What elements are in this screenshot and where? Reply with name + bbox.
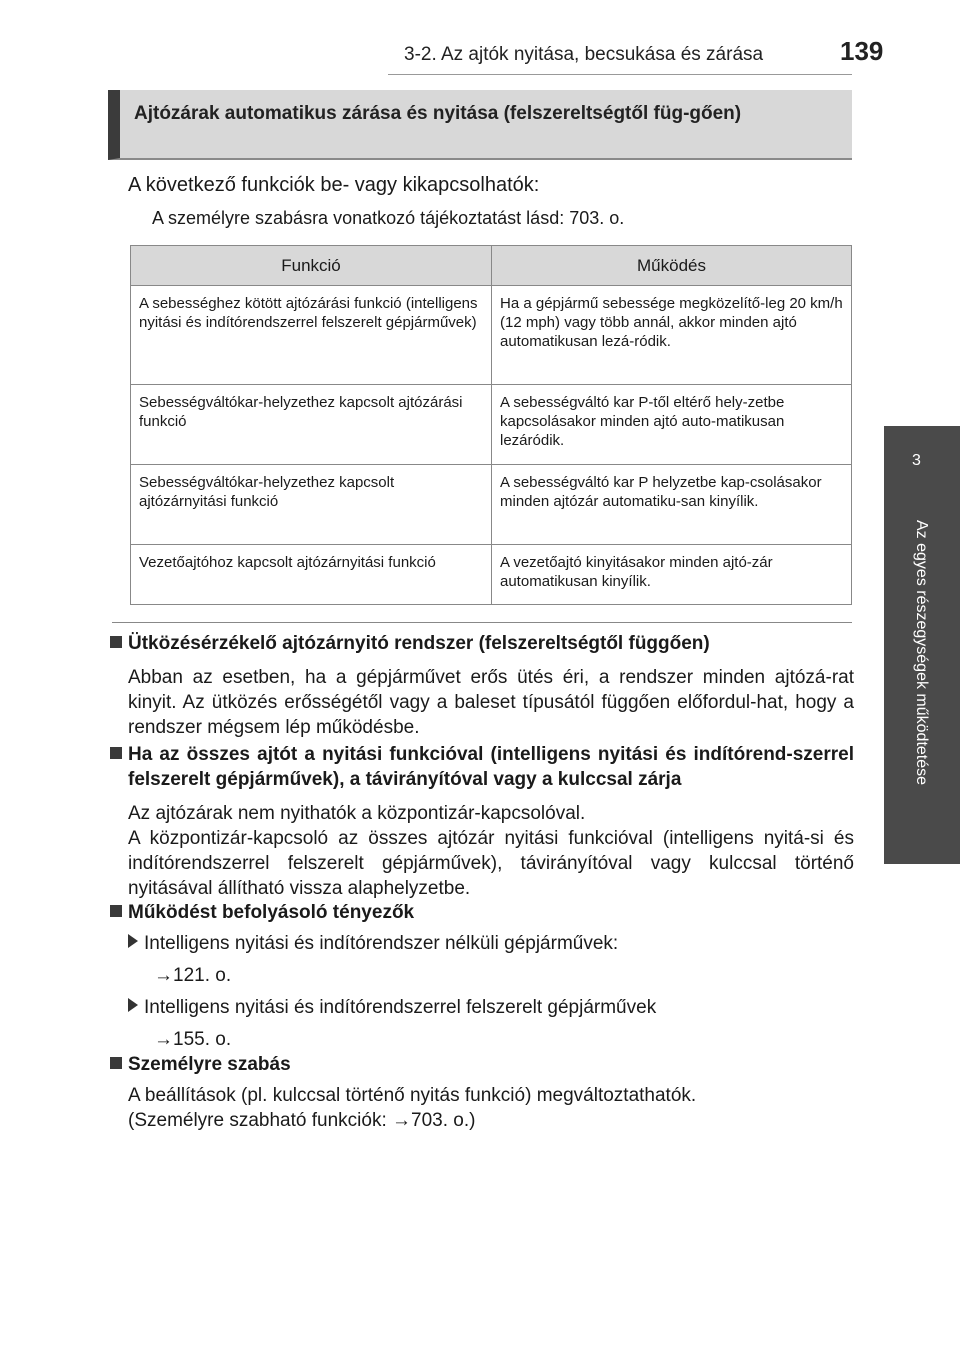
- table-header-operation: Működés: [492, 246, 852, 286]
- note-heading-text: Működést befolyásoló tényezők: [128, 902, 415, 923]
- note-customization: [108, 1052, 854, 1133]
- table-row: [131, 465, 852, 545]
- table-cell-operation: Ha a gépjármű sebessége megközelítő-leg 20 km/h (12 mph) vagy több annál, akkor minden ajtó automatikusan lezá-ródik.: [492, 286, 852, 385]
- table-header-function: Funkció: [131, 246, 492, 286]
- square-bullet-icon: [110, 1057, 122, 1069]
- note-body-line: A beállítások (pl. kulccsal történő nyitás funkció) megváltoztathatók.: [128, 1085, 697, 1106]
- table-row: [131, 286, 852, 385]
- chapter-tab: [884, 508, 960, 864]
- reference-item-text: Intelligens nyitási és indítórendszerrel felszerelt gépjárművek: [144, 997, 657, 1018]
- note-body-line: Az ajtózárak nem nyithatók a központizár-kapcsolóval.: [128, 803, 586, 824]
- note-crash-unlock: [108, 631, 854, 740]
- table-cell-operation: A vezetőajtó kinyitásakor minden ajtó-zár automatikusan kinyílik.: [492, 545, 852, 605]
- note-heading: [108, 631, 854, 656]
- intro-text: A következő funkciók be- vagy kikapcsolhatók:: [128, 174, 540, 196]
- note-heading: [108, 900, 854, 925]
- running-header: 3-2. Az ajtók nyitása, becsukása és zárása: [404, 44, 764, 65]
- note-heading-text: Személyre szabás: [128, 1054, 291, 1075]
- section-divider: [112, 622, 852, 623]
- table-cell-function: Sebességváltókar-helyzethez kapcsolt ajtózárási funkció: [131, 385, 492, 465]
- square-bullet-icon: [110, 747, 122, 759]
- note-body: A központizár-kapcsoló az összes ajtózár nyitási funkcióval (intelligens nyitá-si és indítórendszerrel felszerelt gépjárművek), távirányítóval vagy kulccsal történő nyitásával állítható vissza alaphelyzetbe.: [128, 828, 854, 899]
- table-cell-function: Sebességváltókar-helyzethez kapcsolt ajtózárnyitási funkció: [131, 465, 492, 545]
- table-header-row: [131, 246, 852, 286]
- table-row: [131, 385, 852, 465]
- page-reference-link[interactable]: →155. o.: [154, 1029, 232, 1050]
- function-table: [130, 245, 852, 605]
- reference-item: [108, 995, 854, 1020]
- chapter-title: Az egyes részegységek működtetése: [913, 520, 930, 786]
- triangle-bullet-icon: [128, 998, 138, 1012]
- reference-item: [108, 931, 854, 956]
- note-locked-all: [108, 742, 854, 901]
- table-row: [131, 545, 852, 605]
- section-heading-box: [108, 90, 852, 160]
- note-heading: [108, 1052, 854, 1077]
- chapter-tab-number: [884, 426, 960, 508]
- page-reference-link[interactable]: →121. o.: [154, 965, 232, 986]
- square-bullet-icon: [110, 636, 122, 648]
- note-factors: [108, 900, 854, 1052]
- triangle-bullet-icon: [128, 934, 138, 948]
- note-body-line: (Személyre szabható funkciók: →703. o.): [128, 1110, 476, 1131]
- chapter-number: 3: [912, 452, 921, 469]
- note-body: Abban az esetben, ha a gépjárművet erős ütés éri, a rendszer minden ajtózá-rat kinyit. Az ütközés erősségétől vagy a baleset típusától függően előfordul-hat, hogy a rendszer mégsem lép működésbe.: [128, 667, 854, 738]
- table-cell-operation: A sebességváltó kar P helyzetbe kap-csolásakor minden ajtózár automatiku-san kinyílik.: [492, 465, 852, 545]
- intro-subtext: A személyre szabásra vonatkozó tájékoztatást lásd: 703. o.: [152, 208, 625, 228]
- page-number: 139: [840, 36, 884, 66]
- header-rule: [388, 74, 852, 75]
- note-heading: [108, 742, 854, 792]
- note-heading-text: Ütközésérzékelő ajtózárnyitó rendszer (felszereltségtől függően): [128, 633, 710, 654]
- table-cell-function: Vezetőajtóhoz kapcsolt ajtózárnyitási funkció: [131, 545, 492, 605]
- section-title: Ajtózárak automatikus zárása és nyitása (felszereltségtől füg-gően): [134, 103, 742, 124]
- reference-item-text: Intelligens nyitási és indítórendszer nélküli gépjárművek:: [144, 933, 619, 954]
- table-cell-operation: A sebességváltó kar P-től eltérő hely-zetbe kapcsolásakor minden ajtó auto-matikusan lezáródik.: [492, 385, 852, 465]
- square-bullet-icon: [110, 905, 122, 917]
- note-heading-text: Ha az összes ajtót a nyitási funkcióval (intelligens nyitási és indítórend-szerrel felszerelt gépjárművek), a távirányítóval vagy a kulccsal zárja: [128, 744, 854, 790]
- table-cell-function: A sebességhez kötött ajtózárási funkció (intelligens nyitási és indítórendszerrel felszerelt gépjárművek): [131, 286, 492, 385]
